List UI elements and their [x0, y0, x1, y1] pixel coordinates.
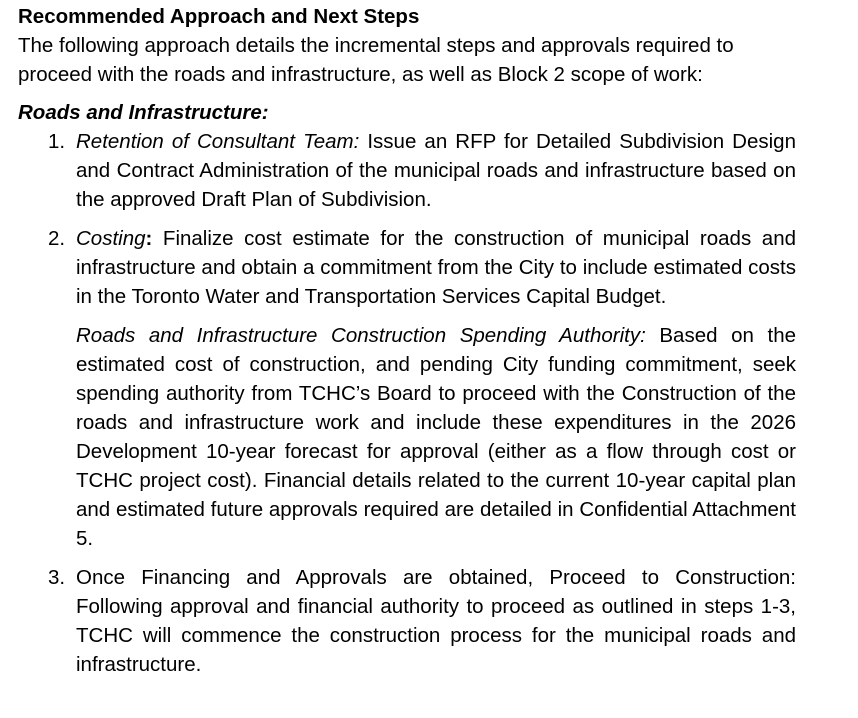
step-lead: Retention of Consultant Team: [76, 130, 360, 153]
step-lead: Costing [76, 227, 146, 250]
step-text [76, 563, 796, 679]
subparagraph-lead: Roads and Infrastructure Construction Spending Authority: [76, 324, 646, 347]
steps-list [18, 127, 808, 679]
step-body: Once Financing and Approvals are obtained, Proceed to Construction: Following approval and financial authority to proceed as outlined in steps 1-3, TCHC will commence the construction process for the municipal roads and infrastructure. [76, 566, 796, 676]
intro-paragraph: The following approach details the incremental steps and approvals required to proceed with the roads and infrastructure, as well as Block 2 scope of work: [18, 34, 734, 86]
step-body: Finalize cost estimate for the construction of municipal roads and infrastructure and obtain a commitment from the City to include estimated costs in the Toronto Water and Transportation Services Capital Budget. [76, 227, 796, 308]
step-number: 3. [48, 566, 66, 589]
subparagraph-body: Based on the estimated cost of construction, and pending City funding commitment, seek spending authority from TCHC’s Board to proceed with the Construction of the roads and infrastructure work and include these expenditures in the 2026 Development 10-year forecast for approval (either as a flow through cost or TCHC project cost). Financial details related to the current 10-year capital plan and estimated future approvals required are detailed in Confidential Attachment 5. [76, 324, 797, 550]
step-number: 2. [48, 227, 66, 250]
step-item-2 [18, 224, 808, 553]
step-item-1 [18, 127, 808, 214]
step-text [76, 224, 796, 311]
subsection-title: Roads and Infrastructure: [18, 101, 269, 124]
step-item-3 [18, 563, 808, 679]
step-text [76, 127, 796, 214]
step-subparagraph [76, 321, 796, 553]
step-number: 1. [48, 130, 66, 153]
step-lead-colon: : [145, 227, 153, 250]
step-body: Issue an RFP for Detailed Subdivision Design and Contract Administration of the municipal roads and infrastructure based on the approved Draft Plan of Subdivision. [76, 130, 796, 211]
section-heading: Recommended Approach and Next Steps [18, 5, 420, 28]
